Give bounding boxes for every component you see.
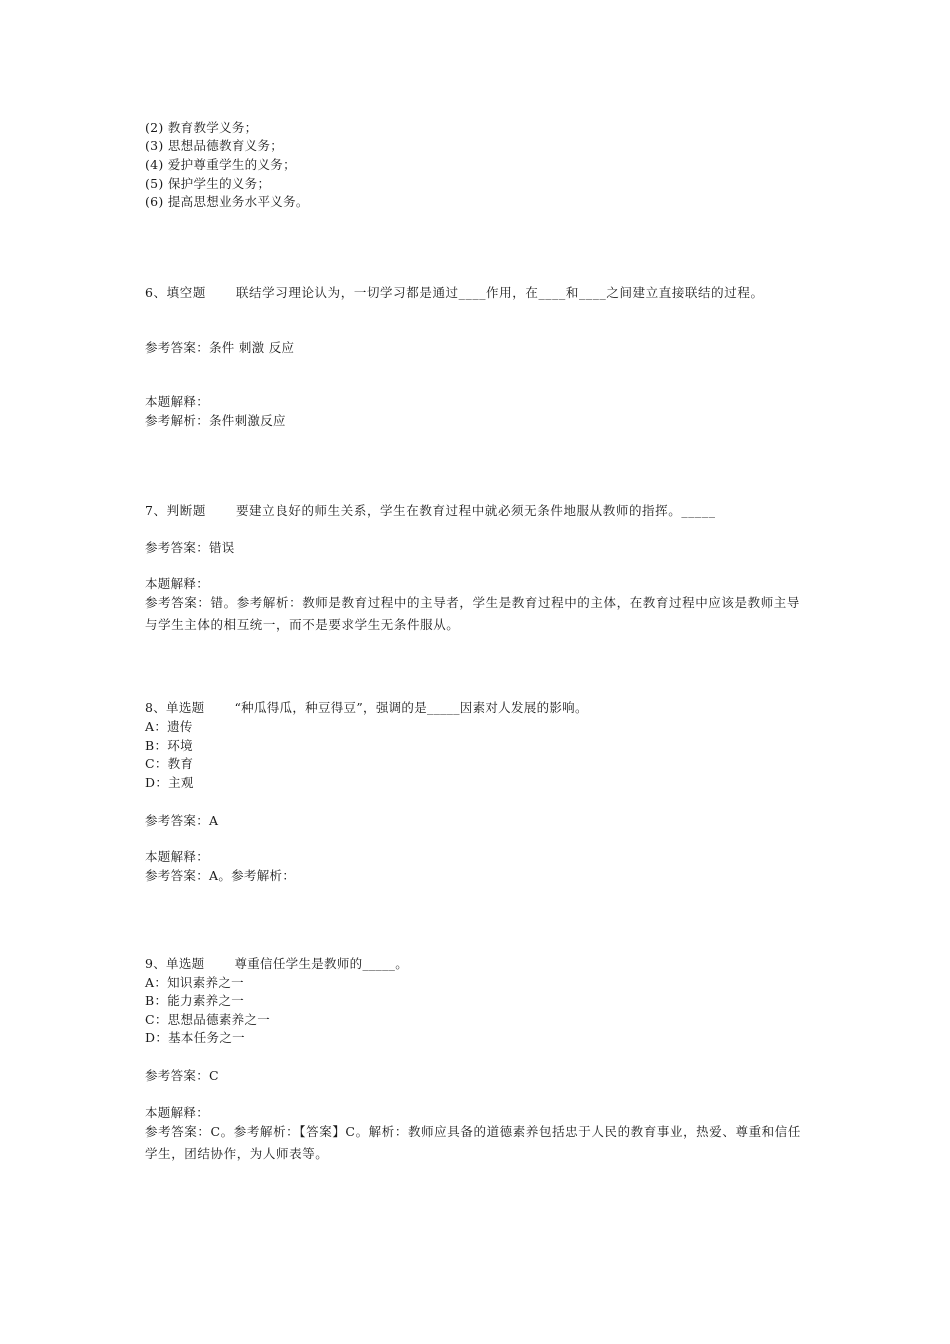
question-stem: 要建立良好的师生关系，学生在教育过程中就必须无条件地服从教师的指挥。_____ — [235, 503, 716, 518]
answer: 参考答案：条件 刺激 反应 — [145, 340, 295, 355]
question-type: 7、判断题 — [145, 503, 206, 518]
question-stem: 尊重信任学生是教师的_____。 — [234, 956, 409, 971]
explanation: 参考解析：条件刺激反应 — [145, 413, 286, 428]
list-item: (4) 爱护尊重学生的义务； — [145, 157, 296, 172]
option: B：能力素养之一 — [145, 993, 245, 1008]
explanation: 参考答案：C。参考解析：【答案】C。解析：教师应具备的道德素养包括忠于人民的教育事业，热爱、尊重和信任学生，团结协作，为人师表等。 — [145, 1124, 801, 1161]
explanation-label: 本题解释： — [145, 1105, 210, 1120]
option: D：主观 — [145, 775, 194, 790]
explanation-label: 本题解释： — [145, 394, 210, 409]
question-9 — [145, 955, 408, 973]
option: C：思想品德素养之一 — [145, 1012, 271, 1027]
question-type: 8、单选题 — [145, 700, 205, 715]
question-type: 9、单选题 — [145, 956, 205, 971]
explanation: 参考答案：错。参考解析：教师是教育过程中的主导者，学生是教育过程中的主体，在教育过程中应该是教师主导与学生主体的相互统一，而不是要求学生无条件服从。 — [145, 595, 801, 632]
list-item: (2) 教育教学义务； — [145, 120, 258, 135]
option: A：知识素养之一 — [145, 975, 244, 990]
explanation-label: 本题解释： — [145, 576, 210, 591]
list-item: (6) 提高思想业务水平义务。 — [145, 194, 309, 209]
question-8 — [145, 699, 588, 717]
question-stem: “种瓜得瓜，种豆得豆”，强调的是_____因素对人发展的影响。 — [234, 700, 588, 715]
answer: 参考答案：错误 — [145, 540, 235, 555]
option: A：遗传 — [145, 719, 193, 734]
list-item: (5) 保护学生的义务； — [145, 176, 271, 191]
question-stem: 联结学习理论认为，一切学习都是通过____作用，在____和____之间建立直接联结的过程。 — [235, 285, 764, 300]
question-7 — [145, 500, 810, 522]
option: B：环境 — [145, 738, 193, 753]
answer: 参考答案：C — [145, 1068, 219, 1083]
list-item: (3) 思想品德教育义务； — [145, 138, 284, 153]
question-6 — [145, 282, 810, 304]
explanation-label: 本题解释： — [145, 849, 210, 864]
answer: 参考答案：A — [145, 813, 219, 828]
question-type: 6、填空题 — [145, 285, 206, 300]
option: D：基本任务之一 — [145, 1030, 245, 1045]
explanation: 参考答案：A。参考解析： — [145, 868, 296, 883]
option: C：教育 — [145, 756, 194, 771]
